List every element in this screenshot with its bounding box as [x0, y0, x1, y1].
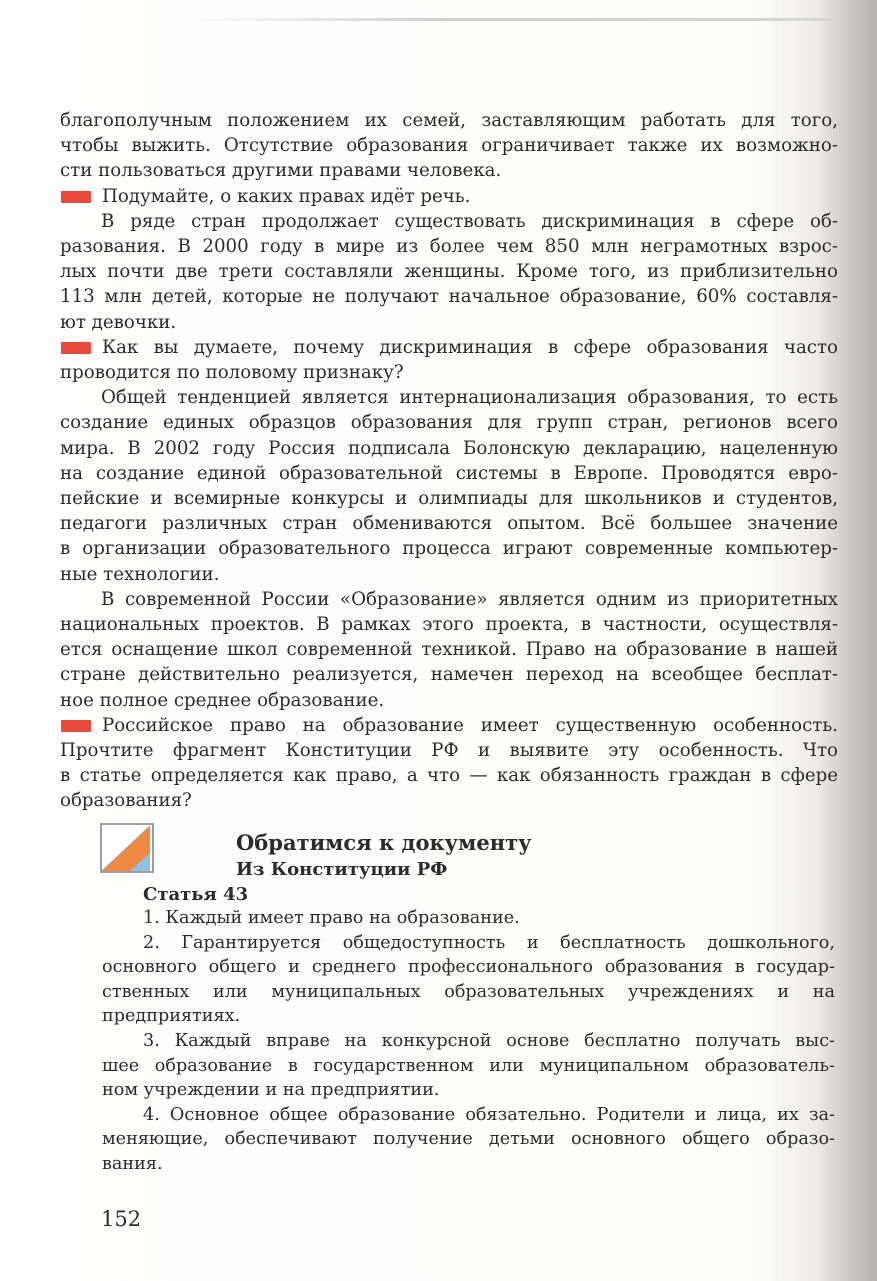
- text-line: мира. В 2002 году Россия подписала Болонскую декларацию, нацеленную: [60, 437, 838, 459]
- text-line: ют девочки.: [60, 311, 177, 333]
- question-text: Подумайте, о каких правах идёт речь.: [102, 185, 471, 207]
- document-section-title: Обратимся к документу: [236, 830, 532, 855]
- question-marker-icon: [61, 191, 91, 203]
- question-text: Как вы думаете, почему дискриминация в сфере образования часто: [102, 336, 838, 358]
- question-line: [60, 713, 838, 738]
- document-section-icon: [100, 823, 154, 873]
- paragraph-discrimination: [60, 209, 838, 335]
- article-item-line: меняющие, обеспечивают получение детьми основного общего образо-: [102, 1129, 835, 1150]
- text-line: чтобы выжить. Отсутствие образования ограничивает также их возможно-: [60, 135, 838, 157]
- article-item-line: шее образование в государственном или муниципальном образователь-: [102, 1055, 835, 1076]
- text-line: благополучным положением их семей, заставляющим работать для того,: [60, 110, 838, 131]
- article-item-line: вания.: [102, 1153, 163, 1174]
- constitution-article-text: [102, 906, 835, 1177]
- text-line: В современной России «Образование» является одним из приоритетных: [101, 588, 838, 610]
- text-line: пейские и всемирные конкурсы и олимпиады для школьников и студентов,: [60, 487, 838, 509]
- text-line: ные технологии.: [60, 563, 220, 585]
- document-section-subtitle: Из Конституции РФ: [236, 859, 448, 880]
- paragraph-continued: [60, 108, 838, 184]
- question-marker-icon: [61, 720, 91, 732]
- article-item-line: предприятиях.: [102, 1006, 241, 1027]
- article-item-line: 4. Основное общее образование обязательно. Родители и лица, их за-: [143, 1104, 835, 1125]
- article-item-line: 1. Каждый имеет право на образование.: [143, 908, 520, 928]
- question-think-rights: [60, 184, 838, 209]
- page-number: 152: [101, 1207, 142, 1231]
- article-item-line: 3. Каждый вправе на конкурсной основе бесплатно получать выс-: [143, 1030, 835, 1051]
- question-gender-discrimination: [60, 335, 838, 385]
- question-text: Российское право на образование имеет существенную особенность.: [102, 714, 838, 736]
- question-line: образования?: [60, 790, 192, 812]
- question-constitution-feature: [60, 713, 838, 814]
- text-line: создание единых образцов образования для групп стран, регионов всего: [60, 412, 838, 434]
- question-line: Прочтите фрагмент Конституции РФ и выявите эту особенность. Что: [60, 739, 838, 761]
- question-line: проводится по половому признаку?: [60, 361, 404, 383]
- question-marker-icon: [61, 342, 91, 354]
- article-item-line: ном учреждении и на предприятии.: [102, 1080, 440, 1101]
- text-line: сти пользоваться другими правами человека.: [60, 160, 502, 182]
- text-line: ное полное среднее образование.: [60, 689, 385, 711]
- text-line: ется оснащение школ современной техникой. Право на образование в нашей: [60, 639, 838, 661]
- text-line: Общей тенденцией является интернационализация образования, то есть: [101, 387, 838, 409]
- article-item-line: ственных или муниципальных образовательных учреждениях и на: [102, 981, 835, 1002]
- question-line: [60, 184, 838, 209]
- question-line: [60, 335, 838, 360]
- paragraph-modern-russia: [60, 587, 838, 713]
- text-line: национальных проектов. В рамках этого проекта, в частности, осуществля-: [60, 613, 838, 635]
- paragraph-internationalization: [60, 385, 838, 587]
- article-item-line: 2. Гарантируется общедоступность и бесплатность дошкольного,: [143, 932, 835, 953]
- text-line: лых почти две трети составляли женщины. Кроме того, из приблизительно: [60, 261, 838, 283]
- question-line: в статье определяется как право, а что — как обязанность граждан в сфере: [60, 765, 838, 787]
- text-line: 113 млн детей, которые не получают начальное образование, 60% составля-: [60, 286, 838, 308]
- text-line: В ряде стран продолжает существовать дискриминация в сфере об-: [101, 210, 838, 232]
- text-line: стране действительно реализуется, намечен переход на всеобщее бесплат-: [60, 664, 838, 686]
- text-line: разования. В 2000 году в мире из более чем 850 млн неграмотных взрос-: [60, 235, 838, 257]
- text-line: педагоги различных стран обмениваются опытом. Всё большее значение: [60, 513, 838, 535]
- article-heading: Статья 43: [143, 884, 249, 905]
- text-line: на создание единой образовательной системы в Европе. Проводятся евро-: [60, 462, 838, 484]
- article-item-line: основного общего и среднего профессионального образования в государ-: [102, 957, 835, 978]
- page-top-edge: [180, 18, 840, 21]
- text-line: в организации образовательного процесса играют современные компьютер-: [60, 538, 838, 560]
